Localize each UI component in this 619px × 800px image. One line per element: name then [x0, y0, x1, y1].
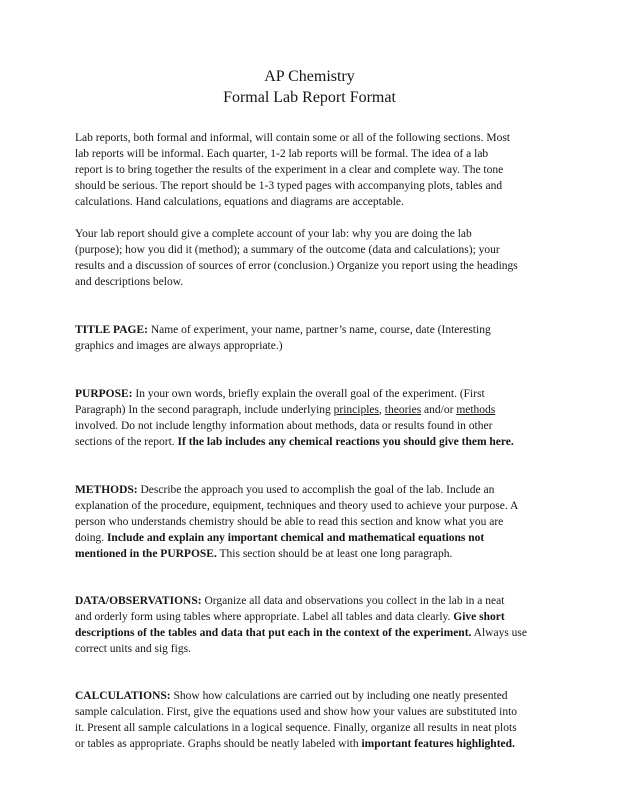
methods-section — [75, 482, 553, 562]
section-text: Always use — [471, 627, 528, 639]
document-title: AP Chemistry — [264, 68, 355, 85]
section-text: Name of experiment, your name, partner’s name, course, date (Interesting — [147, 324, 491, 336]
intro-paragraph-2 — [75, 226, 553, 290]
separator: and/or — [421, 404, 457, 416]
section-heading: CALCULATIONS: — [75, 690, 171, 702]
section-heading: DATA/OBSERVATIONS: — [75, 595, 202, 607]
text-line — [75, 322, 553, 338]
text-line — [75, 546, 553, 562]
section-heading: PURPOSE: — [75, 388, 133, 400]
text-line: it. Present all sample calculations in a logical sequence. Finally, organize all results in neat plots — [75, 722, 517, 734]
text-line: graphics and images are always appropriate.) — [75, 340, 283, 352]
text-line: and descriptions below. — [75, 276, 184, 288]
section-text: This section should be at least one long paragraph. — [216, 548, 453, 560]
text-line: person who understands chemistry should be able to read this section and know what you are — [75, 516, 504, 528]
text-line — [75, 593, 553, 609]
title-block — [0, 66, 619, 108]
section-heading: TITLE PAGE: — [75, 324, 148, 336]
text-line: sample calculation. First, give the equations used and show how your values are substituted into — [75, 706, 518, 718]
text-line: should be serious. The report should be 1-3 typed pages with accompanying plots, tables and — [75, 180, 503, 192]
section-text: or tables as appropriate. Graphs should be neatly labeled with — [75, 738, 362, 750]
section-heading: METHODS: — [75, 484, 138, 496]
text-line: Lab reports, both formal and informal, will contain some or all of the following sections. Most — [75, 132, 510, 144]
underlined-methods: methods — [456, 404, 496, 416]
text-line — [75, 625, 553, 641]
intro-paragraph-1 — [75, 130, 553, 210]
text-line: explanation of the procedure, equipment, techniques and theory used to achieve your purpose. A — [75, 500, 519, 512]
document-subtitle: Formal Lab Report Format — [223, 89, 396, 106]
text-line: involved. Do not include lengthy information about methods, data or results found in other — [75, 420, 493, 432]
section-text: Paragraph) In the second paragraph, include underlying — [75, 404, 334, 416]
text-line — [75, 482, 553, 498]
bold-emphasis: Include and explain any important chemical and mathematical equations not — [106, 532, 485, 544]
text-line — [75, 736, 553, 752]
text-line — [75, 386, 553, 402]
text-line — [75, 434, 553, 450]
section-text: and orderly form using tables where appropriate. Label all tables and data clearly. — [75, 611, 454, 623]
underlined-theories: theories — [384, 404, 422, 416]
bold-emphasis: mentioned in the PURPOSE. — [75, 548, 217, 560]
section-text: sections of the report. — [75, 436, 178, 448]
section-text: In your own words, briefly explain the overall goal of the experiment. (First — [132, 388, 485, 400]
purpose-section — [75, 386, 553, 450]
text-line: lab reports will be informal. Each quarter, 1-2 lab reports will be formal. The idea of a lab — [75, 148, 489, 160]
text-line: (purpose); how you did it (method); a summary of the outcome (data and calculations); your — [75, 244, 500, 256]
calculations-section — [75, 688, 553, 752]
section-text: Show how calculations are carried out by including one neatly presented — [170, 690, 508, 702]
section-text: Organize all data and observations you collect in the lab in a neat — [201, 595, 505, 607]
text-line: correct units and sig figs. — [75, 643, 191, 655]
text-line — [75, 609, 553, 625]
text-line — [75, 530, 553, 546]
data-observations-section — [75, 593, 553, 657]
underlined-principles: principles — [333, 404, 380, 416]
bold-emphasis: important features highlighted. — [361, 738, 515, 750]
text-line: report is to bring together the results of the experiment in a clear and complete way. The tone — [75, 164, 504, 176]
text-line: calculations. Hand calculations, equations and diagrams are acceptable. — [75, 196, 404, 208]
text-line — [75, 688, 553, 704]
section-text: Describe the approach you used to accomplish the goal of the lab. Include an — [137, 484, 495, 496]
bold-emphasis: Give short — [453, 611, 505, 623]
separator: , — [379, 404, 385, 416]
text-line — [75, 402, 553, 418]
text-line: Your lab report should give a complete account of your lab: why you are doing the lab — [75, 228, 472, 240]
bold-emphasis: descriptions of the tables and data that put each in the context of the experiment. — [75, 627, 472, 639]
title-page-section — [75, 322, 553, 354]
text-line: results and a discussion of sources of error (conclusion.) Organize you report using the headings — [75, 260, 518, 272]
bold-emphasis: If the lab includes any chemical reactions you should give them here. — [177, 436, 514, 448]
section-text: doing. — [75, 532, 107, 544]
